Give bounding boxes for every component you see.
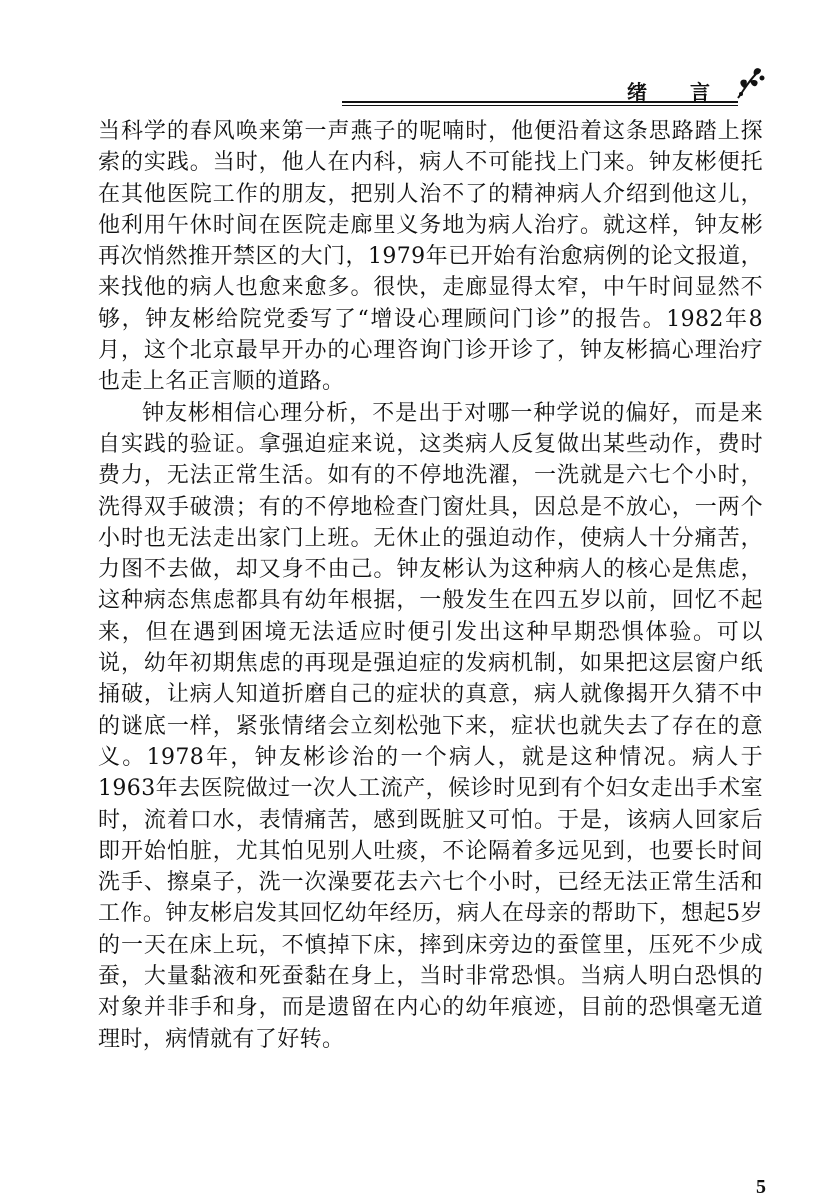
paragraph-2: 钟友彬相信心理分析，不是出于对哪一种学说的偏好，而是来自实践的验证。拿强迫症来说，这类病人反复做出某些动作，费时费力，无法正常生活。如有的不停地洗濯，一洗就是六七个小时，洗得双手破溃；有的不停地检查门窗灶具，因总是不放心，一两个小时也无法走出家门上班。无休止的强迫动作，使病人十分痛苦，力图不去做，却又身不由己。钟友彬认为这种病人的核心是焦虑，这种病态焦虑都具有幼年根据，一般发生在四五岁以前，回忆不起来，但在遇到困境无法适应时便引发出这种早期恐惧体验。可以说，幼年初期焦虑的再现是强迫症的发病机制，如果把这层窗户纸捅破，让病人知道折磨自己的症状的真意，病人就像揭开久猜不中的谜底一样，紧张情绪会立刻松弛下来，症状也就失去了存在的意义。1978年，钟友彬诊治的一个病人，就是这种情况。病人于1963年去医院做过一次人工流产，候诊时见到有个妇女走出手术室时，流着口水，表情痛苦，感到既脏又可怕。于是，该病人回家后即开始怕脏，尤其怕见别人吐痰，不论隔着多远见到，也要长时间洗手、擦桌子，洗一次澡要花去六七个小时，已经无法正常生活和工作。钟友彬启发其回忆幼年经历，病人在母亲的帮助下，想起5岁的一天在床上玩，不慎掉下床，摔到床旁边的蚕筐里，压死不少成蚕，大量黏液和死蚕黏在身上，当时非常恐惧。当病人明白恐惧的对象并非手和身，而是遗留在内心的幼年痕迹，目前的恐惧毫无道理时，病情就有了好转。	[98, 400, 763, 1052]
body-text	[98, 116, 763, 1055]
page-number: 5	[756, 1176, 766, 1198]
running-header	[342, 74, 762, 106]
paragraph-1: 当科学的春风唤来第一声燕子的呢喃时，他便沿着这条思路踏上探索的实践。当时，他人在内科，病人不可能找上门来。钟友彬便托在其他医院工作的朋友，把别人治不了的精神病人介绍到他这儿，他利用午休时间在医院走廊里义务地为病人治疗。就这样，钟友彬再次悄然推开禁区的大门，1979年已开始有治愈病例的论文报道，来找他的病人也愈来愈多。很快，走廊显得太窄，中午时间显然不够，钟友彬给院党委写了“增设心理顾问门诊”的报告。1982年8月，这个北京最早开办的心理咨询门诊开诊了，钟友彬搞心理治疗也走上名正言顺的道路。	[98, 119, 763, 395]
vine-ornament-icon	[734, 64, 768, 104]
header-rule-thin	[342, 105, 738, 106]
chapter-title: 绪 言	[627, 80, 728, 104]
